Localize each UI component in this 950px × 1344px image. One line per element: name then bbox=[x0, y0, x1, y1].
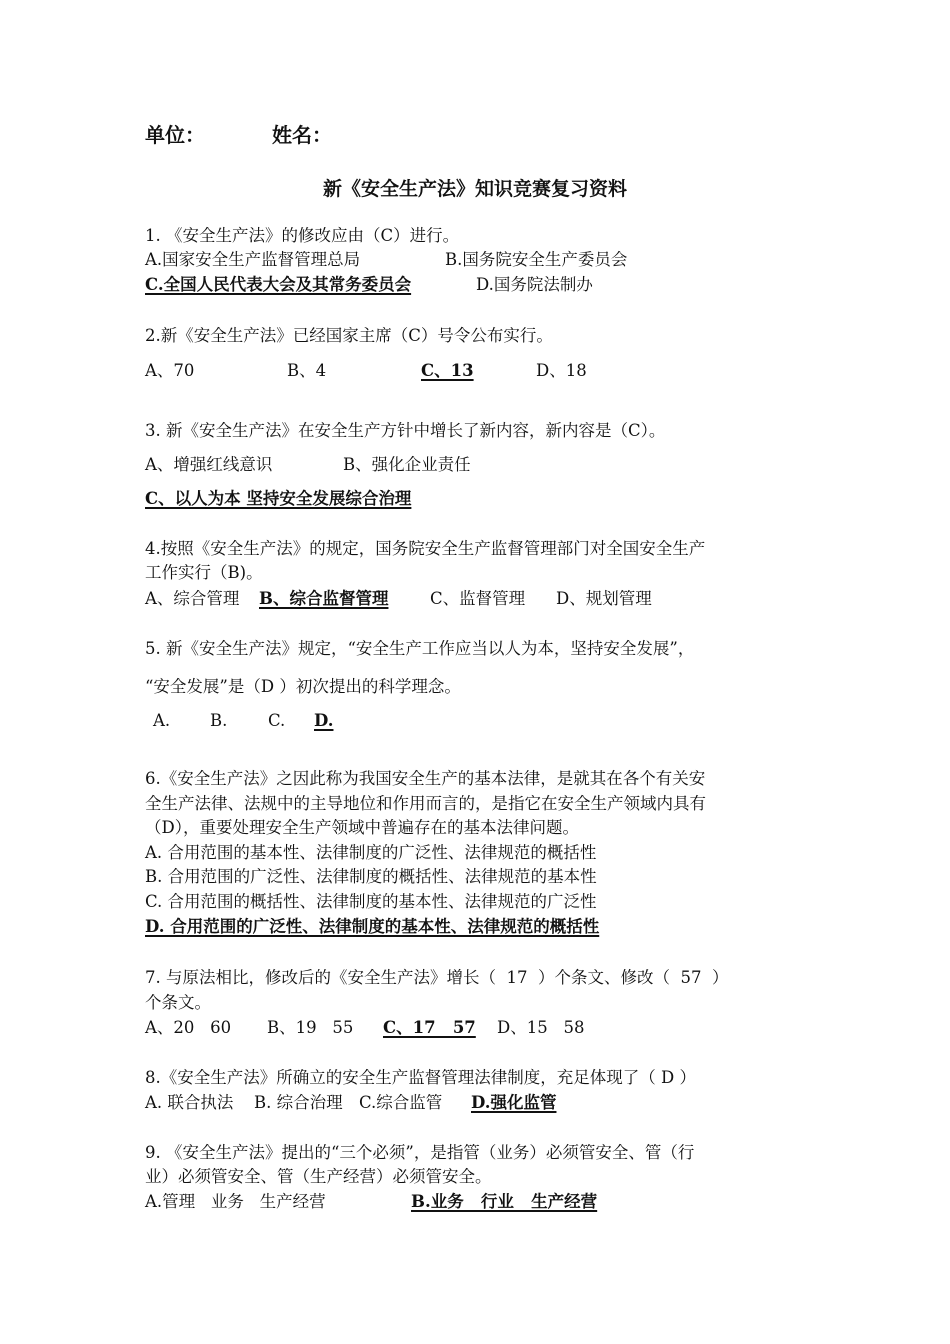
question-3-option-c-answer: C、以人为本 坚持安全发展综合治理 bbox=[145, 489, 412, 508]
question-3-option-b: B、强化企业责任 bbox=[343, 455, 471, 474]
question-9-stem-line-2: 业）必须管安全、管（生产经营）必须管安全。 bbox=[145, 1167, 492, 1186]
question-4-option-b-answer: B、综合监督管理 bbox=[259, 589, 389, 608]
question-7-option-a: A、20 60 bbox=[145, 1018, 232, 1037]
question-4-stem-line-1: 4.按照《安全生产法》的规定，国务院安全生产监督管理部门对全国安全生产 bbox=[145, 539, 706, 558]
question-9-option-a: A.管理 业务 生产经营 bbox=[145, 1192, 326, 1211]
question-8-option-b: B. 综合治理 bbox=[254, 1093, 343, 1112]
question-8-option-d-answer: D.强化监管 bbox=[471, 1093, 557, 1112]
unit-label: 单位： bbox=[145, 123, 205, 147]
question-8-option-c: C.综合监管 bbox=[359, 1093, 443, 1112]
question-3-option-a: A、增强红线意识 bbox=[145, 455, 273, 474]
question-1-option-b: B.国务院安全生产委员会 bbox=[445, 250, 628, 269]
question-2-option-d: D、18 bbox=[536, 361, 587, 380]
question-7-option-d: D、15 58 bbox=[497, 1018, 585, 1037]
question-7-option-b: B、19 55 bbox=[267, 1018, 354, 1037]
question-9-option-b-answer: B.业务 行业 生产经营 bbox=[411, 1192, 598, 1211]
question-4-option-d: D、规划管理 bbox=[556, 589, 652, 608]
page-title: 新《安全生产法》知识竞赛复习资料 bbox=[322, 178, 627, 200]
name-label: 姓名： bbox=[272, 123, 332, 147]
question-2-option-a: A、70 bbox=[145, 361, 195, 380]
question-6-option-b: B. 合用范围的广泛性、法律制度的概括性、法律规范的基本性 bbox=[145, 867, 597, 886]
question-1-option-d: D.国务院法制办 bbox=[476, 275, 593, 294]
question-2-option-b: B、4 bbox=[287, 361, 327, 380]
question-6-stem-line-3: （D），重要处理安全生产领域中普遍存在的基本法律问题。 bbox=[145, 818, 579, 837]
question-5-option-b: B. bbox=[210, 711, 228, 730]
question-2-option-c-answer: C、13 bbox=[421, 361, 474, 380]
question-4-stem-line-2: 工作实行（B)。 bbox=[145, 563, 263, 582]
question-5-stem-line-2: “安全发展”是（D ）初次提出的科学理念。 bbox=[145, 677, 461, 696]
question-4-option-a: A、综合管理 bbox=[145, 589, 240, 608]
question-1-option-a: A.国家安全生产监督管理总局 bbox=[145, 250, 361, 269]
question-7-option-c-answer: C、17 57 bbox=[383, 1018, 476, 1037]
question-5-stem-line-1: 5. 新《安全生产法》规定，“安全生产工作应当以人为本，坚持安全发展”， bbox=[145, 639, 695, 658]
question-5-option-a: A. bbox=[153, 711, 171, 730]
question-6-option-a: A. 合用范围的基本性、法律制度的广泛性、法律规范的概括性 bbox=[145, 843, 597, 862]
question-7-stem-line-1: 7. 与原法相比，修改后的《安全生产法》增长（ 17 ）个条文、修改（ 57 ） bbox=[145, 968, 729, 987]
question-2-stem: 2.新《安全生产法》已经国家主席（C）号令公布实行。 bbox=[145, 326, 553, 345]
question-6-option-d-answer: D. 合用范围的广泛性、法律制度的基本性、法律规范的概括性 bbox=[145, 917, 600, 936]
question-5-option-c: C. bbox=[268, 711, 286, 730]
question-8-option-a: A. 联合执法 bbox=[145, 1093, 234, 1112]
question-8-stem: 8.《安全生产法》所确立的安全生产监督管理法律制度，充足体现了（ D ） bbox=[145, 1068, 696, 1087]
question-6-stem-line-2: 全生产法律、法规中的主导地位和作用而言的，是指它在安全生产领域内具有 bbox=[145, 794, 706, 813]
question-9-stem-line-1: 9. 《安全生产法》提出的“三个必须”，是指管（业务）必须管安全、管（行 bbox=[145, 1143, 695, 1162]
question-6-option-c: C. 合用范围的概括性、法律制度的基本性、法律规范的广泛性 bbox=[145, 892, 597, 911]
question-1-stem: 1. 《安全生产法》的修改应由（C）进行。 bbox=[145, 226, 460, 245]
question-4-option-c: C、监督管理 bbox=[430, 589, 526, 608]
question-7-stem-line-2: 个条文。 bbox=[145, 993, 211, 1012]
question-3-stem: 3. 新《安全生产法》在安全生产方针中增长了新内容，新内容是（C）。 bbox=[145, 421, 666, 440]
question-5-option-d-answer: D. bbox=[314, 711, 334, 730]
question-1-option-c-answer: C.全国人民代表大会及其常务委员会 bbox=[145, 275, 412, 294]
question-6-stem-line-1: 6.《安全生产法》之因此称为我国安全生产的基本法律，是就其在各个有关安 bbox=[145, 769, 706, 788]
